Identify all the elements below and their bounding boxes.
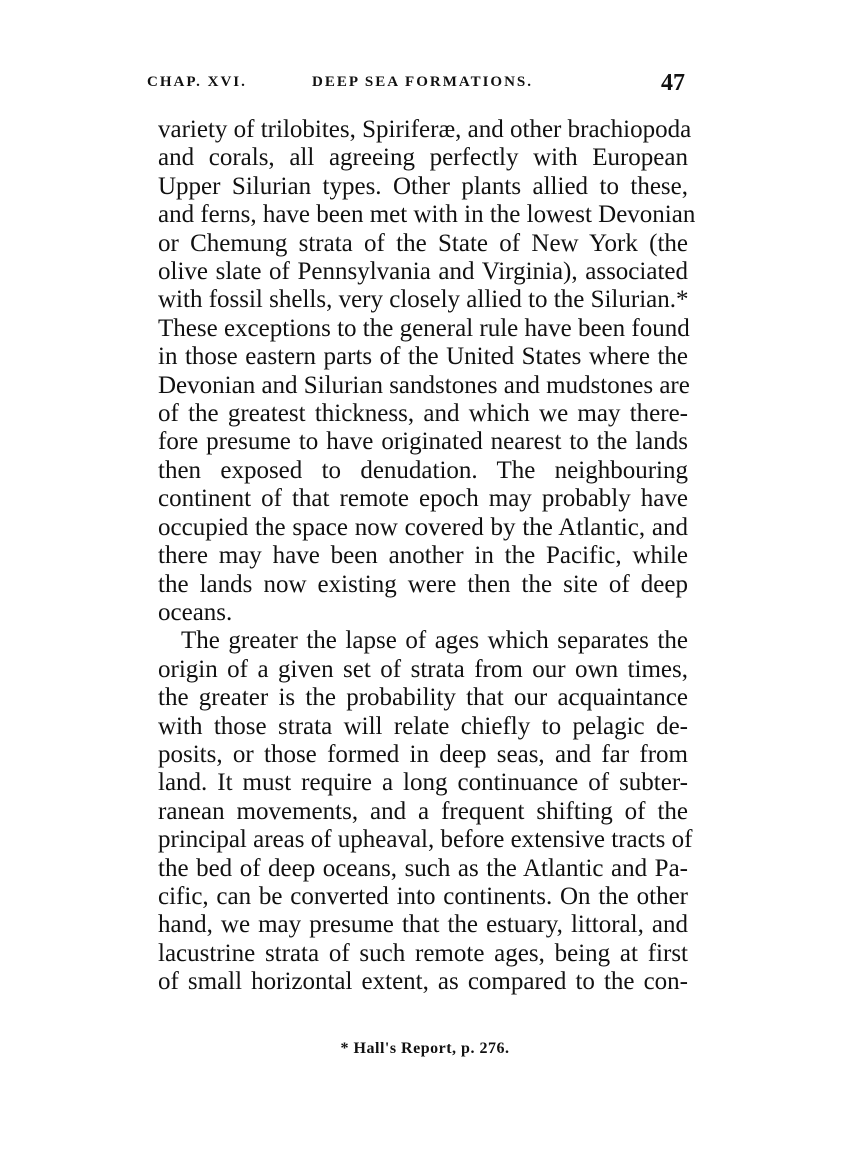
footnote: * Hall's Report, p. 276.: [340, 1040, 510, 1057]
text-line: fore presume to have originated nearest to the lands: [158, 428, 688, 456]
text-line: and ferns, have been met with in the lowest Devonian: [158, 201, 696, 229]
text-line: Upper Silurian types. Other plants allied to these,: [158, 172, 688, 200]
text-line: occupied the space now covered by the Atlantic, and: [158, 513, 688, 541]
text-line: the lands now existing were then the site of deep: [158, 570, 688, 598]
page-number: 47: [661, 70, 685, 96]
text-line: with fossil shells, very closely allied to the Silurian.*: [158, 286, 689, 314]
text-line: olive slate of Pennsylvania and Virginia), associated: [158, 258, 688, 286]
text-line: principal areas of upheaval, before extensive tracts of: [158, 826, 693, 854]
text-line: cific, can be converted into continents. On the other: [158, 882, 688, 910]
text-line: origin of a given set of strata from our own times,: [158, 655, 688, 683]
chapter-label: CHAP. XVI.: [147, 74, 247, 90]
text-line: with those strata will relate chiefly to pelagic de-: [158, 712, 688, 740]
text-line: and corals, all agreeing perfectly with European: [158, 144, 688, 172]
body-text: [158, 116, 696, 997]
text-line: continent of that remote epoch may probably have: [158, 485, 688, 513]
text-line: ranean movements, and a frequent shifting of the: [158, 797, 688, 825]
text-line: of small horizontal extent, as compared to the con-: [158, 968, 688, 996]
text-line: the bed of deep oceans, such as the Atlantic and Pa-: [158, 854, 688, 882]
text-line: there may have been another in the Pacific, while: [158, 542, 688, 570]
text-line: then exposed to denudation. The neighbouring: [158, 456, 688, 484]
text-line: lacustrine strata of such remote ages, being at first: [158, 939, 688, 967]
text-line: The greater the lapse of ages which separates the: [181, 627, 688, 655]
text-line: land. It must require a long continuance of subter-: [158, 769, 688, 797]
text-line: variety of trilobites, Spiriferæ, and other brachiopoda: [158, 116, 692, 143]
text-line: Devonian and Silurian sandstones and mudstones are: [158, 371, 690, 399]
text-line: in those eastern parts of the United States where the: [158, 343, 688, 371]
running-title: DEEP SEA FORMATIONS.: [312, 74, 534, 90]
text-line: posits, or those formed in deep seas, and far from: [158, 740, 688, 768]
text-line: hand, we may presume that the estuary, littoral, and: [158, 911, 688, 939]
text-line: These exceptions to the general rule have been found: [158, 314, 690, 342]
text-line: the greater is the probability that our acquaintance: [158, 684, 688, 712]
text-line: oceans.: [158, 598, 233, 626]
running-head: [147, 70, 685, 100]
text-line: or Chemung strata of the State of New York (the: [158, 229, 688, 257]
text-line: of the greatest thickness, and which we may there-: [158, 400, 688, 428]
